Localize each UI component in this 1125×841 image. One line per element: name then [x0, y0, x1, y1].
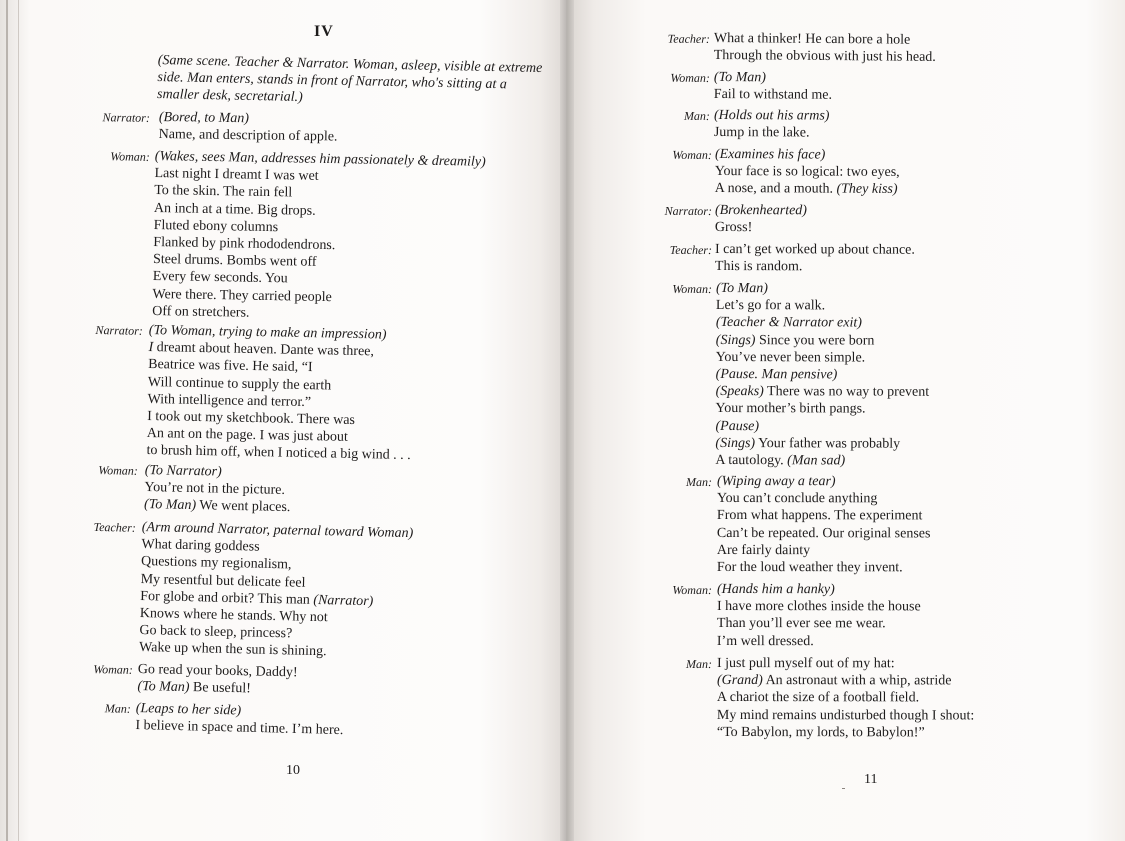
speaker-name: Narrator:	[664, 203, 712, 218]
stage-direction: (Grand)	[716, 673, 763, 689]
line-text: Gross!	[714, 220, 753, 236]
line-text: dreamt about heaven. Dante was three,	[153, 340, 375, 360]
speech-lines	[139, 519, 414, 663]
dialogue-line	[716, 349, 930, 367]
dialogue-line	[717, 655, 974, 673]
speaker-name: Teacher:	[667, 31, 710, 46]
stage-direction: (Examines his face)	[714, 147, 826, 163]
stage-direction: (To Narrator)	[144, 463, 222, 480]
dialogue-line	[715, 163, 900, 181]
stage-direction: (To Man)	[143, 497, 197, 514]
right-page	[566, 0, 1125, 841]
print-speck	[842, 788, 845, 789]
speaker-name: Woman:	[670, 70, 710, 85]
line-text: Jump in the lake.	[713, 125, 810, 141]
stage-direction: (Leaps to her side)	[135, 701, 242, 719]
dialogue-line	[146, 442, 410, 464]
stage-direction: (Arm around Narrator, paternal toward Woman)	[141, 520, 414, 542]
stage-direction: (Teacher & Narrator exit)	[715, 315, 862, 331]
line-text: I’m well dressed.	[716, 633, 814, 649]
line-text: Let’s go for a walk.	[715, 298, 826, 314]
stage-direction: (To Man)	[713, 70, 766, 86]
line-text: A chariot the size of a football field.	[716, 690, 920, 706]
dialogue-line	[715, 146, 900, 164]
speech-block	[566, 280, 1125, 469]
dialogue-line	[717, 724, 974, 742]
line-text: I have more clothes inside the house	[716, 599, 921, 615]
line-text: For the loud weather they invent.	[716, 560, 903, 576]
stage-direction: (Sings)	[715, 435, 756, 451]
speech-block	[566, 474, 1125, 576]
stage-direction: (Wiping away a tear)	[716, 474, 836, 490]
speech-lines	[717, 581, 921, 650]
speech-block	[566, 202, 1125, 236]
dialogue-line	[714, 124, 830, 142]
speech-block	[566, 146, 1125, 198]
line-text: Your mother’s birth pangs.	[715, 401, 866, 417]
dialogue-line	[715, 418, 929, 436]
speech-block	[566, 656, 1125, 741]
dialogue-line	[714, 69, 832, 87]
page-number: 11	[864, 772, 878, 787]
line-text: With intelligence and terror.”	[147, 391, 312, 410]
section-title: IV	[314, 23, 334, 40]
speech-lines	[715, 280, 929, 470]
stage-direction: (Pause)	[715, 418, 760, 434]
dialogue-line	[714, 30, 936, 49]
speech-lines	[152, 148, 486, 326]
line-text: An astronaut with a whip, astride	[762, 673, 952, 689]
speech-lines	[714, 69, 832, 104]
speaker-name: Woman:	[93, 662, 133, 677]
line-text: to brush him off, when I noticed a big wind . . .	[146, 443, 411, 464]
dialogue-line	[717, 615, 921, 633]
dialogue-line	[717, 507, 931, 525]
line-text: Be useful!	[189, 680, 252, 697]
dialogue-line	[715, 219, 807, 237]
line-text: Were there. They carried people	[152, 286, 332, 305]
line-text: “To Babylon, my lords, to Babylon!”	[716, 724, 925, 741]
stage-direction: (Sings)	[715, 332, 756, 348]
line-text: I just pull myself out of my hat:	[716, 656, 895, 672]
speech-block	[566, 582, 1125, 649]
line-text: You’ve never been simple.	[715, 349, 866, 366]
dialogue-line	[717, 525, 931, 543]
line-text: From what happens. The experiment	[716, 508, 923, 524]
dialogue-line	[715, 202, 807, 220]
speaker-name: Narrator:	[95, 322, 143, 338]
line-text: We went places.	[195, 498, 291, 516]
dialogue-line	[714, 107, 830, 125]
line-text: Since you were born	[755, 332, 875, 349]
dialogue-line	[717, 672, 974, 690]
dialogue-line	[716, 400, 930, 418]
speaker-name: Teacher:	[669, 242, 712, 257]
line-text: Beatrice was five. He said, “I	[148, 357, 313, 376]
dialogue-line	[137, 678, 297, 699]
line-text: I can’t get worked up about chance.	[714, 242, 915, 258]
page-number: 10	[286, 763, 300, 778]
line-text: An inch at a time. Big drops.	[153, 200, 316, 219]
speech-lines	[715, 146, 900, 199]
speech-lines	[135, 700, 344, 739]
speech-block	[0, 659, 566, 697]
line-text: Are fairly dainty	[716, 542, 811, 558]
line-text: Every few seconds. You	[152, 269, 288, 287]
line-text: Questions my regionalism,	[140, 554, 292, 573]
line-text: Will continue to supply the earth	[147, 374, 332, 394]
line-text: Fluted ebony columns	[153, 217, 279, 235]
speech-lines	[137, 661, 297, 699]
speech-lines	[144, 462, 291, 517]
speaker-name: Woman:	[672, 582, 712, 597]
line-text: You can’t conclude anything	[716, 491, 878, 507]
opening-stage-direction: (Same scene. Teacher & Narrator. Woman, asleep, visible at extreme side. Man enters, stands in front of Narrator, who's sitting at a smaller desk, secretarial.)	[156, 52, 543, 106]
stage-direction: (Bored, to Man)	[158, 110, 250, 127]
speech-block	[566, 107, 1125, 141]
speech-lines	[146, 322, 413, 465]
line-text: Knows where he stands. Why not	[139, 605, 328, 626]
line-text: Off on stretchers.	[152, 303, 250, 321]
dialogue-line	[717, 542, 931, 560]
speaker-name: Woman:	[110, 149, 150, 164]
line-text: Your face is so logical: two eyes,	[714, 164, 900, 181]
line-text: I believe in space and time. I’m here.	[135, 718, 344, 739]
line-text: Flanked by pink rhododendrons.	[153, 235, 336, 254]
stage-direction: (To Man)	[137, 679, 190, 696]
dialogue-line	[717, 707, 974, 725]
speaker-name: Man:	[685, 656, 712, 671]
line-text: What daring goddess	[141, 537, 260, 555]
book-gutter	[560, 0, 574, 841]
speech-block	[566, 241, 1125, 275]
line-text: Go read your books, Daddy!	[137, 662, 298, 681]
dialogue-line	[714, 47, 936, 66]
speaker-name: Woman:	[98, 463, 138, 478]
speech-lines	[715, 202, 807, 237]
stage-direction: (Wakes, sees Man, addresses him passionately & dreamily)	[154, 149, 486, 170]
line-text: Fail to withstand me.	[713, 87, 833, 104]
speaker-name: Man:	[104, 701, 131, 716]
dialogue-line	[715, 435, 929, 453]
line-text: Can’t be repeated. Our original senses	[716, 525, 931, 541]
dialogue-line	[717, 490, 931, 508]
speaker-name: Woman:	[672, 281, 712, 296]
speaker-name: Man:	[685, 474, 712, 489]
line-text: Go back to sleep, princess?	[139, 623, 293, 642]
stage-direction: (Man sad)	[787, 453, 846, 469]
dialogue-line	[715, 452, 929, 470]
stage-direction: (They kiss)	[836, 182, 898, 198]
line-text: My resentful but delicate feel	[140, 571, 306, 591]
stage-direction: (Narrator)	[313, 592, 374, 610]
speaker-name: Woman:	[672, 147, 712, 162]
speech-lines	[715, 241, 915, 276]
dialogue-line	[714, 86, 832, 104]
dialogue-line	[717, 559, 931, 577]
speech-block	[0, 517, 566, 660]
line-text: An ant on the page. I was just about	[146, 426, 348, 446]
dialogue-line	[715, 241, 915, 259]
speech-block	[0, 146, 566, 321]
dialogue-line	[716, 383, 930, 401]
speech-block	[0, 698, 566, 739]
speech-block	[566, 69, 1125, 104]
dialogue-line	[716, 280, 930, 298]
speaker-name: Man:	[683, 108, 710, 123]
dialogue-line	[716, 314, 930, 332]
stage-direction: (Brokenhearted)	[714, 203, 807, 219]
speech-lines	[714, 107, 830, 142]
dialogue-line	[135, 717, 343, 739]
speaker-name: Teacher:	[93, 519, 136, 535]
line-text: To the skin. The rain fell	[154, 183, 293, 201]
speech-lines	[714, 30, 936, 66]
dialogue-line	[715, 258, 915, 276]
dialogue-line	[717, 598, 921, 616]
dialogue-line	[716, 332, 930, 350]
line-text: Through the obvious with just his head.	[713, 48, 936, 66]
line-text: Name, and description of apple.	[158, 127, 338, 145]
line-text: For globe and orbit? This man	[140, 588, 314, 608]
dialogue-line	[159, 126, 338, 146]
line-text: A tautology.	[715, 453, 788, 469]
dialogue-line	[716, 297, 930, 315]
stage-direction: (Holds out his arms)	[713, 108, 830, 124]
line-text: Wake up when the sun is shining.	[138, 640, 327, 660]
stage-direction: (Speaks)	[715, 384, 764, 400]
speech-lines	[159, 109, 338, 146]
line-text: A nose, and a mouth.	[714, 181, 837, 198]
line-text: My mind remains undisturbed though I shout:	[716, 707, 975, 724]
dialogue-line	[716, 366, 930, 384]
stage-direction: (To Woman, trying to make an impression)	[148, 323, 387, 343]
line-text: What a thinker! He can bore a hole	[713, 31, 911, 48]
stage-direction: (Pause. Man pensive)	[715, 367, 838, 383]
speech-lines	[717, 655, 975, 741]
dialogue-line	[717, 633, 921, 651]
line-text: There was no way to prevent	[763, 384, 930, 400]
line-text: Than you’ll ever see me wear.	[716, 616, 886, 632]
line-text: Your father was probably	[755, 435, 901, 452]
dialogue-line	[144, 496, 291, 516]
dialogue-line	[717, 581, 921, 599]
speech-block	[566, 30, 1125, 66]
stage-direction: I	[148, 340, 154, 356]
dialogue-line	[717, 473, 931, 491]
line-text: You’re not in the picture.	[144, 480, 286, 499]
stage-direction: (To Man)	[715, 281, 768, 297]
line-text: Steel drums. Bombs went off	[152, 252, 317, 271]
line-text: This is random.	[714, 259, 803, 275]
dialogue-line	[717, 689, 974, 707]
speech-lines	[717, 473, 931, 577]
line-text: I took out my sketchbook. There was	[147, 408, 356, 428]
speaker-name: Narrator:	[102, 110, 150, 125]
line-text: Last night I dreamt I was wet	[154, 166, 319, 185]
dialogue-line	[715, 180, 900, 198]
stage-direction: (Hands him a hanky)	[716, 582, 835, 598]
